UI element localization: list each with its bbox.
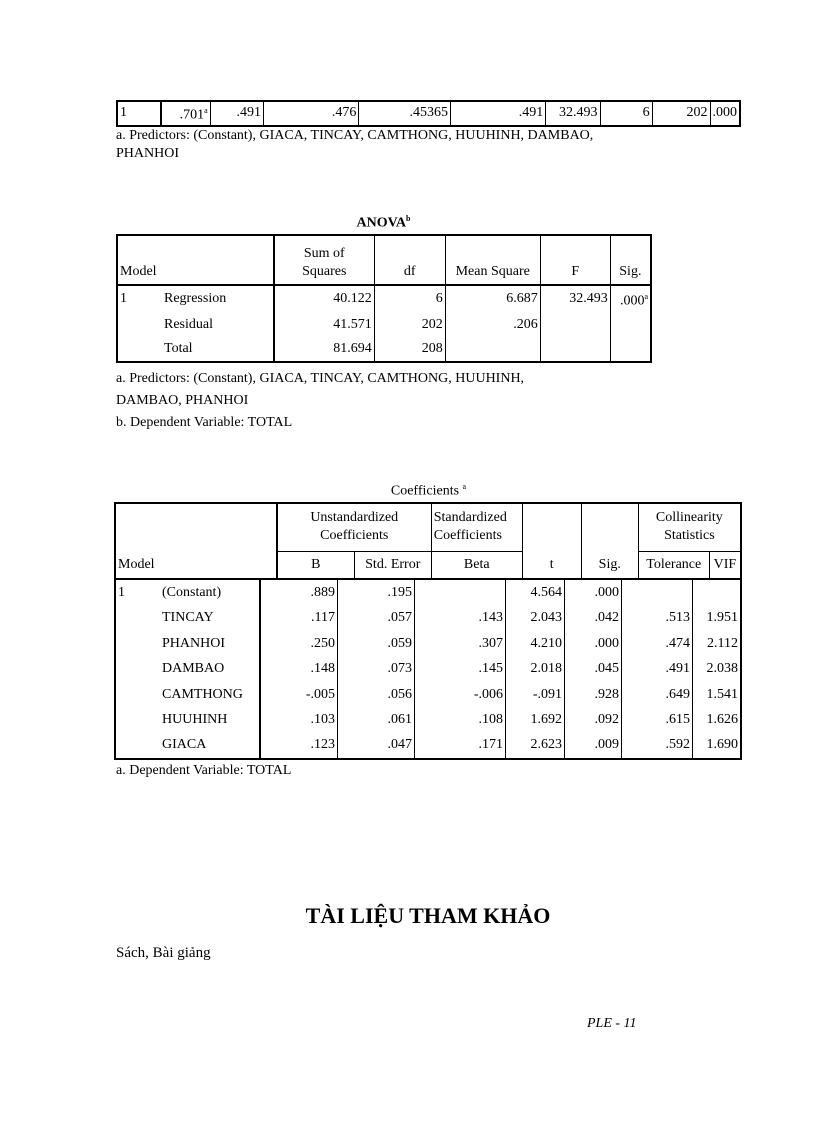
ms-df1: 6 <box>600 101 652 126</box>
coef-se: .047 <box>338 733 415 759</box>
coef-t: 1.692 <box>506 708 565 734</box>
anova-f <box>540 312 610 337</box>
coef-beta: .307 <box>415 631 506 657</box>
coef-row-label: TINCAY <box>160 606 260 632</box>
coef-se: .195 <box>338 580 415 606</box>
coef-header-b: B <box>277 551 355 579</box>
anova-row-label: Regression <box>162 285 274 312</box>
anova-df: 6 <box>374 285 445 312</box>
table-row <box>117 285 651 312</box>
table-row <box>117 312 651 337</box>
coefficients-table <box>114 502 742 580</box>
ms-f-change: 32.493 <box>546 101 600 126</box>
anova-ms: 6.687 <box>445 285 540 312</box>
coef-header-model: Model <box>115 551 277 579</box>
table-header-row <box>115 551 741 579</box>
coef-b: .117 <box>260 606 338 632</box>
coef-sig: .000 <box>565 631 622 657</box>
coef-header-se: Std. Error <box>354 551 431 579</box>
coefficients-note: a. Dependent Variable: TOTAL <box>116 763 292 778</box>
model-summary-note <box>116 127 593 163</box>
coef-b: .148 <box>260 657 338 683</box>
coef-sig: .000 <box>565 580 622 606</box>
coef-tol: .474 <box>622 631 693 657</box>
coef-b: -.005 <box>260 682 338 708</box>
page-label: PLE - 11 <box>587 1016 637 1031</box>
anova-row-label: Total <box>162 337 274 362</box>
std-coeff-header: Standardized Coefficients <box>431 503 522 551</box>
table-row <box>117 101 740 126</box>
coef-t: -.091 <box>506 682 565 708</box>
coef-vif: 2.038 <box>706 661 738 677</box>
table-row <box>115 606 741 632</box>
coef-sig: .009 <box>565 733 622 759</box>
coef-row-label: (Constant) <box>160 580 260 606</box>
ms-r: .701 <box>179 107 205 123</box>
anova-sig: .000 <box>619 293 645 309</box>
table-row <box>117 337 651 362</box>
coef-t: 2.018 <box>506 657 565 683</box>
ms-rsq: .491 <box>210 101 263 126</box>
coef-vif: 1.626 <box>706 712 738 728</box>
table-row <box>115 631 741 657</box>
anova-header-df: df <box>374 235 445 285</box>
coef-header-t: t <box>522 551 581 579</box>
coef-t: 2.043 <box>506 606 565 632</box>
coef-vif: 1.541 <box>706 686 738 702</box>
note-line: PHANHOI <box>116 146 179 161</box>
coef-model-num <box>115 682 160 708</box>
ms-r-sup: a <box>204 106 208 115</box>
table-header-row <box>117 235 651 285</box>
coef-model-num: 1 <box>118 584 125 600</box>
coef-se: .061 <box>338 708 415 734</box>
coef-tol: .615 <box>622 708 693 734</box>
table-row <box>115 657 741 683</box>
ms-se: .45365 <box>359 101 451 126</box>
coef-sig: .092 <box>565 708 622 734</box>
coef-tol: .649 <box>622 682 693 708</box>
coef-b: .123 <box>260 733 338 759</box>
table-row <box>115 580 741 606</box>
coef-beta: .145 <box>415 657 506 683</box>
ms-sig: .000 <box>712 105 737 121</box>
coef-t: 2.623 <box>506 733 565 759</box>
coef-header-sig: Sig. <box>581 551 638 579</box>
coef-beta: .108 <box>415 708 506 734</box>
coef-row-label: DAMBAO <box>160 657 260 683</box>
anova-sig-sup: a <box>644 291 648 301</box>
coef-row-label: GIACA <box>160 733 260 759</box>
ms-adj-rsq: .476 <box>264 101 359 126</box>
anova-ms: .206 <box>445 312 540 337</box>
coef-vif: 2.112 <box>707 635 738 651</box>
anova-ss: 81.694 <box>274 337 375 362</box>
note-line: DAMBAO, PHANHOI <box>116 393 249 408</box>
coefficients-body <box>114 580 742 760</box>
anova-model-num: 1 <box>120 291 127 306</box>
coef-se: .057 <box>338 606 415 632</box>
anova-sig <box>610 312 651 337</box>
note-line: b. Dependent Variable: TOTAL <box>116 415 293 430</box>
anova-header-f: F <box>540 235 610 285</box>
coef-tol <box>622 580 693 606</box>
anova-table <box>116 234 652 363</box>
anova-df: 208 <box>374 337 445 362</box>
table-header-row <box>115 503 741 551</box>
coef-header-beta: Beta <box>431 551 522 579</box>
anova-ms <box>445 337 540 362</box>
coef-sig: .928 <box>565 682 622 708</box>
coefficients-title: Coefficients $^a$ <box>390 482 467 499</box>
coef-tol: .513 <box>622 606 693 632</box>
anova-ss: 40.122 <box>274 285 375 312</box>
coef-se: .073 <box>338 657 415 683</box>
coef-sig: .042 <box>565 606 622 632</box>
coef-header-tol: Tolerance <box>638 551 709 579</box>
anova-f: 32.493 <box>540 285 610 312</box>
coef-model-num <box>115 733 160 759</box>
table-row <box>115 682 741 708</box>
coef-model-num <box>115 631 160 657</box>
ms-model: 1 <box>117 101 161 126</box>
coef-tol: .491 <box>622 657 693 683</box>
coef-row-label: CAMTHONG <box>160 682 260 708</box>
anova-f <box>540 337 610 362</box>
coef-b: .889 <box>260 580 338 606</box>
coef-t: 4.564 <box>506 580 565 606</box>
coef-t: 4.210 <box>506 631 565 657</box>
coef-sig: .045 <box>565 657 622 683</box>
unstd-coeff-header: Unstandardized Coefficients <box>277 503 432 551</box>
references-heading: TÀI LIỆU THAM KHẢO <box>305 903 551 928</box>
table-row <box>115 708 741 734</box>
coef-se: .056 <box>338 682 415 708</box>
coef-model-num <box>115 657 160 683</box>
anova-df: 202 <box>374 312 445 337</box>
coef-beta: .171 <box>415 733 506 759</box>
coef-b: .250 <box>260 631 338 657</box>
anova-sig <box>610 337 651 362</box>
ms-df2: 202 <box>652 101 710 126</box>
note-line: a. Predictors: (Constant), GIACA, TINCAY, CAMTHONG, HUUHINH, DAMBAO, <box>116 128 594 143</box>
coef-model-num <box>115 708 160 734</box>
ms-rsq-change: .491 <box>450 101 545 126</box>
coef-beta: .143 <box>415 606 506 632</box>
anova-ss: 41.571 <box>274 312 375 337</box>
anova-row-label: Residual <box>162 312 274 337</box>
anova-header-ms: Mean Square <box>445 235 540 285</box>
references-subheading: Sách, Bài giảng <box>116 945 211 961</box>
coef-tol: .592 <box>622 733 693 759</box>
coef-row-label: PHANHOI <box>160 631 260 657</box>
coef-beta: -.006 <box>415 682 506 708</box>
note-line: a. Predictors: (Constant), GIACA, TINCAY, CAMTHONG, HUUHINH, <box>116 371 525 386</box>
anova-header-model: Model <box>117 235 274 285</box>
coef-beta <box>415 580 506 606</box>
coef-vif <box>693 580 742 606</box>
anova-notes <box>116 368 524 434</box>
anova-header-sig: Sig. <box>610 235 651 285</box>
anova-title: ANOVA$^b$ <box>356 214 411 231</box>
coef-model-num <box>115 606 160 632</box>
coef-b: .103 <box>260 708 338 734</box>
coef-header-vif: VIF <box>709 551 741 579</box>
model-summary-table <box>116 100 741 127</box>
coef-vif: 1.690 <box>706 737 738 753</box>
anova-header-ss: Sum of Squares <box>274 235 375 285</box>
collinearity-header: Collinearity Statistics <box>638 503 741 551</box>
coef-vif: 1.951 <box>706 610 738 626</box>
table-row <box>115 733 741 759</box>
coef-se: .059 <box>338 631 415 657</box>
coef-row-label: HUUHINH <box>160 708 260 734</box>
